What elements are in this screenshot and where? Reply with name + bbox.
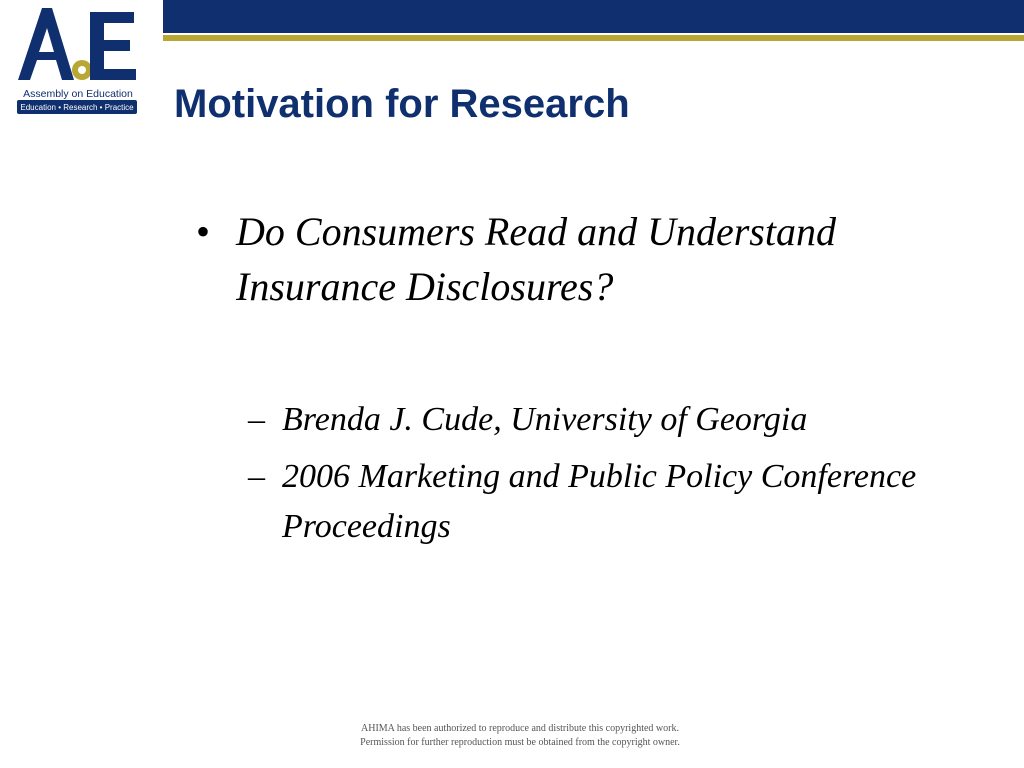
aoe-logo: [16, 6, 140, 118]
bullet-item: [196, 204, 976, 314]
slide-title: Motivation for Research: [174, 82, 630, 126]
sub-item-source: [248, 452, 976, 552]
bullet-text: Do Consumers Read and Understand Insurance Disclosures?: [236, 209, 836, 309]
logo-org-name: Assembly on Education: [23, 88, 133, 100]
sub-item-dash: –: [248, 401, 265, 438]
sub-item-author: [248, 395, 976, 445]
sub-list: [248, 395, 976, 552]
copyright-footer: [300, 722, 740, 750]
sub-item-text: Brenda J. Cude, University of Georgia: [282, 401, 808, 438]
footer-line-2: Permission for further reproduction must be obtained from the copyright owner.: [360, 737, 680, 748]
header-gold-stripe: [163, 35, 1024, 41]
aoe-logo-graphic: [16, 6, 140, 118]
footer-line-1: AHIMA has been authorized to reproduce and distribute this copyrighted work.: [361, 723, 679, 734]
sub-item-text: 2006 Marketing and Public Policy Conference Proceedings: [282, 458, 917, 545]
header-navy-band: [163, 0, 1024, 33]
logo-tagline: Education • Research • Practice: [20, 103, 134, 112]
slide-content: [196, 204, 976, 559]
bullet-marker: •: [196, 209, 211, 254]
sub-item-dash: –: [248, 458, 265, 495]
